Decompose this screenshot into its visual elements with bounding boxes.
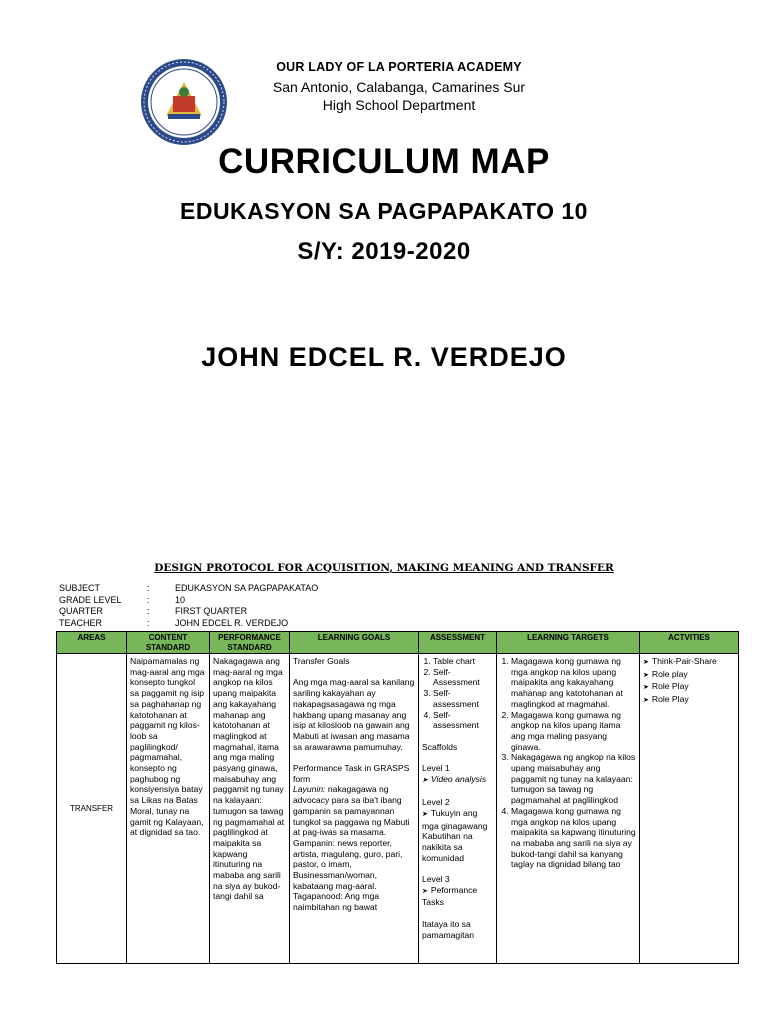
- performance-task-heading: Performance Task in GRASPS form: [293, 763, 410, 784]
- list-item: ➤ Peformance Tasks: [422, 885, 493, 908]
- list-item: 3. Self- assessment: [433, 688, 493, 709]
- layunin-text: [293, 784, 415, 838]
- performance-standard-text: Nakagagawa ang mag-aaral ng mga angkop na kilos upang maipakita ang kakayahang mahanap ang katotohanan at maglingkod at magmahal, itama ang mga maling pasyang ginawa, maisabuhay ang paggamit ng tunay na kalayaan: tumugon sa tawag ng pagmamahal at paglilingkod at maipakita sa kapwang itinuturing na mababa ang sarili na siya ay bukod-tangi dahil sa: [213, 656, 285, 902]
- list-item: 2. Magagawa kong gumawa ng angkop na kilos upang itama ang mga maling pasyang ginawa.: [511, 710, 636, 753]
- activities-list: [643, 656, 735, 707]
- list-item: ➤ Role Play: [643, 681, 735, 694]
- level-2-label: Level 2: [422, 797, 450, 808]
- list-item: ➤ Role play: [643, 669, 735, 682]
- info-label: QUARTER: [59, 606, 103, 617]
- activities-cell: [640, 654, 739, 964]
- transfer-goals-heading: Transfer Goals: [293, 656, 350, 666]
- layunin-label: Layunin:: [293, 784, 326, 795]
- header-learning-goals: LEARNING GOALS: [290, 632, 419, 654]
- list-item: 1. Table chart: [433, 656, 493, 667]
- level-2-list: [422, 808, 493, 864]
- info-row-subject: [59, 583, 318, 595]
- info-row-quarter: [59, 606, 318, 618]
- gampanin-text: Gampanin: news reporter, artista, magulang, guro, pari, pastor, o imam, Businessman/woman, kabataang mag-aaral.: [293, 837, 403, 891]
- document-title: CURRICULUM MAP: [218, 142, 550, 181]
- school-department: High School Department: [322, 97, 476, 113]
- document-subject: EDUKASYON SA PAGPAPAKATO 10: [180, 198, 588, 224]
- protocol-heading: DESIGN PROTOCOL FOR ACQUISITION, MAKING MEANING AND TRANSFER: [154, 562, 614, 574]
- header-learning-targets: LEARNING TARGETS: [497, 632, 640, 654]
- list-item: 2. Self- Assessment: [433, 667, 493, 688]
- assessment-cell: [419, 654, 497, 964]
- list-item: 3. Nakagagawa ng angkop na kilos upang maisabuhay ang paggamit ng tunay na kalayaan: tumugon sa tawag ng pagmamahal at paglilingkod: [511, 752, 636, 806]
- assessment-closing: Itataya ito sa pamamagitan: [422, 918, 475, 940]
- content-standard-cell: [127, 654, 210, 964]
- list-item: 1. Magagawa kong gumawa ng mga angkop na kilos upang maipakita ang kakayahang mahanap ang katotohanan at maglingkod at magmahal.: [511, 656, 636, 710]
- scaffolds-label: Scaffolds: [422, 741, 458, 752]
- header-activities: ACTVITIES: [640, 632, 739, 654]
- list-item: ➤ Video analysis: [422, 774, 493, 787]
- info-row-teacher: [59, 618, 318, 630]
- area-cell: TRANSFER: [57, 654, 127, 964]
- learning-targets-list: [500, 656, 636, 870]
- level-3-label: Level 3: [422, 874, 450, 884]
- level-3-list: [422, 885, 493, 908]
- list-item: ➤ Tukuyin ang mga ginagawang Kabutihan na nakikita sa komunidad: [422, 808, 493, 864]
- list-item: 4. Magagawa kong gumawa ng mga angkop na kilos upang maipakita sa kapwang itinuturing na mababa ang sarili na siya ay bukod-tangi dahil sa kanyang taglay na dignidad bilang tao: [511, 806, 636, 870]
- learning-goals-cell: [290, 654, 419, 964]
- info-label: TEACHER: [59, 617, 103, 628]
- info-colon: :: [147, 594, 150, 605]
- list-item: 4. Self- assessment: [433, 710, 493, 731]
- info-row-grade-level: [59, 595, 318, 607]
- info-label: GRADE LEVEL: [59, 594, 122, 605]
- header-performance-standard: PERFORMANCE STANDARD: [210, 632, 290, 654]
- list-item: ➤ Think-Pair-Share: [643, 656, 735, 669]
- header-assessment: ASSESSMENT: [419, 632, 497, 654]
- tagapanood-text: Tagapanood: Ang mga naimbitahan ng bawat: [293, 891, 380, 913]
- table-row: [57, 654, 739, 964]
- performance-standard-cell: [210, 654, 290, 964]
- info-label: SUBJECT: [59, 583, 101, 593]
- level-1-label: Level 1: [422, 763, 450, 773]
- list-item: ➤ Role Play: [643, 694, 735, 707]
- info-value: JOHN EDCEL R. VERDEJO: [175, 617, 289, 628]
- table-header-row: [57, 632, 739, 654]
- info-block: [59, 583, 318, 629]
- school-address: San Antonio, Calabanga, Camarines Sur: [272, 79, 526, 95]
- curriculum-map-table: [56, 631, 739, 964]
- learning-targets-cell: [497, 654, 640, 964]
- school-seal-logo: [140, 58, 228, 146]
- info-colon: :: [147, 583, 150, 593]
- assessment-list: [422, 656, 493, 731]
- header-areas: AREAS: [57, 632, 127, 654]
- info-colon: :: [147, 617, 150, 628]
- teacher-name-heading: JOHN EDCEL R. VERDEJO: [201, 342, 567, 372]
- content-standard-text: Naipamamalas ng mag-aaral ang mga konsepto tungkol sa paggamit ng isip sa paghahanap ng katotohanan at paggamit ng kilos-loob sa paglilingkod/ pagmamahal, konsepto ng paghubog ng konsiyensiya batay sa Likas na Batas Moral, tunay na gamit ng Kalayaan, at dignidad sa tao.: [130, 656, 205, 838]
- info-value: FIRST QUARTER: [175, 606, 248, 617]
- layunin-body: nakagagawa ng advocacy para sa iba't ibang gampanin sa pamayannan tungkol sa paggawa ng Mabuti at pag-iwas sa masama.: [293, 784, 410, 838]
- header-content-standard: CONTENT STANDARD: [127, 632, 210, 654]
- transfer-goals-text: Ang mga mag-aaral sa kanilang sariling kakayahan ay nakapagsasagawa ng mga hakbang upang masanay ang isip at kilosloob na gawain ang Mabuti at iwasan ang masama sa arawarawna pamumuhay.: [293, 677, 415, 752]
- info-value: 10: [175, 594, 186, 605]
- school-year: S/Y: 2019-2020: [297, 238, 471, 265]
- level-1-list: [422, 774, 493, 787]
- info-value: EDUKASYON SA PAGPAPAKATAO: [175, 583, 319, 593]
- school-name: OUR LADY OF LA PORTERIA ACADEMY: [276, 60, 522, 74]
- info-colon: :: [147, 606, 150, 617]
